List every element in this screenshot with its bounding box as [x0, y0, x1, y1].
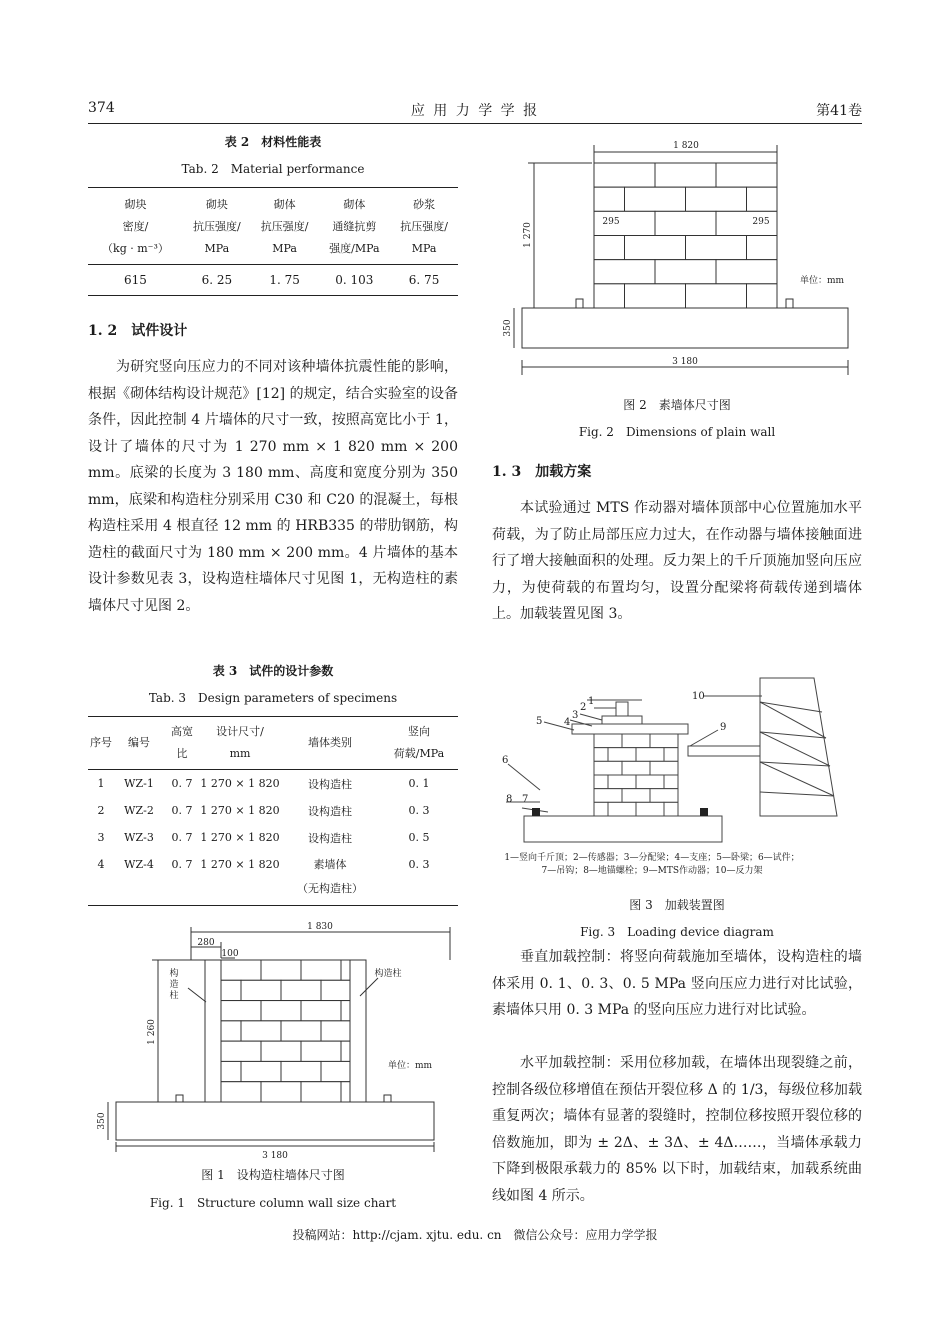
brick: [281, 1061, 321, 1081]
table-cell: 素墙体 （无构造柱）: [297, 858, 363, 895]
brick: [747, 187, 778, 211]
fig1-dim-height: 1 260: [147, 1019, 157, 1045]
brick: [261, 1041, 301, 1061]
fig1-dim-offset: 100: [221, 949, 239, 959]
header-rule: [88, 123, 862, 124]
brick: [594, 761, 622, 775]
brick: [261, 1001, 301, 1021]
footer: 投稿网站：http://cjam. xjtu. edu. cn 微信公众号：应用力学学报: [292, 1228, 658, 1242]
brick: [594, 802, 608, 816]
brick: [341, 1082, 350, 1102]
table3-header-load: 竖向 荷载/MPa: [393, 725, 445, 760]
figure3-caption-en: Fig. 3 Loading device diagram: [580, 925, 774, 939]
brick: [636, 748, 664, 762]
brick: [594, 260, 655, 284]
fig3-num-7: 7: [522, 794, 529, 805]
page-number: 374: [88, 100, 115, 116]
brick: [341, 1001, 350, 1021]
table-cell: 1 270 × 1 820: [200, 858, 280, 871]
table-cell: WZ-4: [124, 858, 154, 871]
brick: [221, 1061, 241, 1081]
fig3-num-9: 9: [720, 722, 727, 733]
brick: [301, 1001, 341, 1021]
table-cell: 2: [97, 804, 105, 817]
fig2-dim-right: 295: [752, 217, 770, 227]
table-cell: 0. 1: [408, 777, 430, 790]
brick: [594, 236, 625, 260]
fig1-label-left: 柱: [169, 991, 179, 1001]
mts-actuator: [688, 746, 760, 756]
fig1-dim-column: 280: [197, 938, 215, 948]
brick: [650, 789, 678, 803]
table-cell: 1 270 × 1 820: [200, 831, 280, 844]
fig3-num-8: 8: [506, 794, 513, 805]
section-1-3-title: 1. 3 加载方案: [492, 464, 592, 480]
fig1-dim-length: 3 180: [262, 1151, 288, 1161]
fig3-legend-line1: 1—竖向千斤顶；2—传感器；3—分配梁；4—支座；5—卧梁；6—试件；: [504, 853, 800, 863]
brick: [716, 163, 777, 187]
brick: [686, 187, 747, 211]
fig3-legend-line2: 7—吊钩；8—地锚螺栓；9—MTS作动器；10—反力架: [541, 866, 763, 876]
fig1-label-left: 造: [169, 980, 179, 990]
brick: [594, 187, 625, 211]
fig1-label-left: 构: [169, 969, 179, 979]
table-cell: 1 270 × 1 820: [200, 777, 280, 790]
brick: [625, 284, 686, 308]
table-cell: WZ-2: [124, 804, 154, 817]
table-cell: 设构造柱: [308, 777, 352, 791]
fig3-num-10: 10: [692, 691, 705, 702]
table3-header-size: 设计尺寸/ mm: [216, 725, 264, 760]
table2-header-cell: 砂浆 抗压强度/ MPa: [400, 198, 448, 255]
brick: [341, 1041, 350, 1061]
brick: [625, 187, 686, 211]
brick: [221, 980, 241, 1000]
table-cell: 1: [97, 777, 105, 790]
specimen-table: [88, 716, 458, 906]
fig3-num-6: 6: [502, 755, 509, 766]
brick: [664, 802, 678, 816]
brick: [608, 748, 636, 762]
brick: [747, 236, 778, 260]
brick: [636, 802, 664, 816]
brick: [221, 1041, 261, 1061]
figure2-plain-wall: [492, 135, 862, 385]
table-cell: 0. 3: [408, 858, 430, 871]
table-cell: 设构造柱: [308, 831, 352, 845]
fig1-label-right: 构造柱: [374, 969, 402, 979]
brick: [655, 211, 716, 235]
table-row: [88, 851, 458, 906]
brick: [622, 789, 650, 803]
brick: [301, 1082, 341, 1102]
table-cell: 0. 7: [171, 804, 193, 817]
figure1-caption-en: Fig. 1 Structure column wall size chart: [149, 1196, 397, 1210]
ground-beam: [522, 308, 848, 348]
fig3-num-4: 4: [564, 717, 571, 728]
fig2-dim-length: 3 180: [672, 357, 698, 367]
brick: [625, 236, 686, 260]
figure2-caption-cn: 图 2 素墙体尺寸图: [623, 398, 731, 412]
table-row: [88, 265, 458, 296]
fig2-dim-left: 295: [602, 217, 620, 227]
table-row: [88, 770, 458, 798]
section-1-3-paragraph: 本试验通过 MTS 作动器对墙体顶部中心位置施加水平荷载，为了防止局部压应力过大，在作动器与墙体接触面进行了增大接触面积的处理。反力架上的千斤顶施加竖向压应力，为使荷载的布置均匀，设置分配梁将荷载传递到墙体上。加载装置见图 3。: [492, 500, 862, 622]
brick: [655, 163, 716, 187]
brick: [241, 980, 281, 1000]
material-table: [88, 187, 458, 296]
table-cell: 0. 7: [171, 858, 193, 871]
brick: [341, 960, 350, 980]
table-cell: 4: [97, 858, 105, 871]
table2-header-cell: 砌体 抗压强度/ MPa: [260, 198, 309, 255]
table-cell: 0. 7: [171, 777, 193, 790]
table-row: [88, 797, 458, 824]
table-cell: 1 270 × 1 820: [200, 804, 280, 817]
fig1-unit: 单位：mm: [387, 1061, 433, 1071]
brick: [747, 284, 778, 308]
table3-header-code: 编号: [128, 736, 150, 749]
table-cell: 6. 25: [201, 273, 233, 287]
table-cell: 0. 5: [408, 831, 430, 844]
brick: [281, 980, 321, 1000]
table3-header-index: 序号: [90, 736, 112, 749]
table-cell: 1. 75: [269, 273, 300, 287]
section-1-2-paragraph: 为研究竖向压应力的不同对该种墙体抗震性能的影响，根据《砌体结构设计规范》[12] 的规定，结合实验室的设备条件，因此控制 4 片墙体的尺寸一致，按照高宽比小于 1，设计了墙体的尺寸为 1 270 mm × 1 820 mm × 200 mm。底梁的长度为 3 180 mm、高度和宽度分别为 350 mm，底梁和构造柱分别采用 C30 和 C20 的混凝土，每根构造柱采用 4 根直径 12 mm 的 HRB335 的带肋钢筋，构造柱的截面尺寸为 180 mm × 200 mm。4 片墙体的基本设计参数见表 3，设构造柱墙体尺寸见图 1，无构造柱的素墙体尺寸见图 2。: [88, 359, 458, 614]
figure1-structure-column-wall: [88, 920, 458, 1161]
brick: [321, 1061, 350, 1081]
brick: [594, 748, 608, 762]
brick: [594, 284, 625, 308]
figure1-caption-cn: 图 1 设构造柱墙体尺寸图: [201, 1168, 345, 1182]
brick: [301, 1041, 341, 1061]
table3-header-type: 墙体类别: [308, 736, 352, 749]
table-cell: WZ-3: [124, 831, 154, 844]
brick: [716, 260, 777, 284]
table-cell: 615: [124, 273, 147, 287]
fig3-num-1: 1: [588, 696, 595, 707]
ground-beam: [524, 816, 722, 842]
brick: [321, 980, 350, 1000]
brick: [655, 260, 716, 284]
table-cell: 3: [97, 831, 105, 844]
vertical-jack: [616, 702, 628, 716]
brick: [594, 775, 608, 789]
brick: [221, 960, 261, 980]
brick: [686, 284, 747, 308]
brick: [221, 1082, 261, 1102]
volume-label: 第41卷: [816, 103, 862, 119]
figure2-caption-en: Fig. 2 Dimensions of plain wall: [578, 425, 776, 439]
table-cell: 0. 3: [408, 804, 430, 817]
brick: [650, 761, 678, 775]
brick: [650, 734, 678, 748]
brick: [664, 748, 678, 762]
fig2-unit: 单位：mm: [799, 276, 845, 286]
brick: [622, 734, 650, 748]
table2-header-cell: 砌块 密度/ （kg · m⁻³）: [102, 198, 169, 255]
brick: [686, 236, 747, 260]
brick: [608, 775, 636, 789]
vertical-loading-paragraph: 垂直加载控制：将竖向荷载施加至墙体，设构造柱的墙体采用 0. 1、0. 3、0. 5 MPa 竖向压应力进行对比试验，素墙体只用 0. 3 MPa 的竖向压应力进行对比试验。: [492, 949, 862, 1018]
fig1-dim-beam-height: 350: [97, 1112, 107, 1130]
fig2-dim-height: 1 270: [523, 222, 533, 248]
fig3-num-5: 5: [536, 716, 543, 727]
figure3-loading-device: [492, 672, 862, 887]
table3-header-ratio: 高宽 比: [171, 725, 193, 760]
horizontal-loading-paragraph: 水平加载控制：采用位移加载，在墙体出现裂缝之前，控制各级位移增值在预估开裂位移 Δ 的 1/3，每级位移加载重复两次；墙体有显著的裂缝时，控制位移按照开裂位移的倍数施加，即为 ± 2Δ、± 3Δ、± 4Δ……，当墙体承载力下降到极限承载力的 85% 以下时，加载结束，加载系统曲线如图 4 所示。: [492, 1055, 862, 1204]
table-cell: 0. 103: [335, 273, 374, 287]
fig3-num-3: 3: [572, 710, 579, 721]
table-row: [88, 824, 458, 851]
table2-caption-cn: 表 2 材料性能表: [224, 135, 322, 149]
brick: [594, 163, 655, 187]
brick: [622, 761, 650, 775]
brick: [594, 789, 622, 803]
fig2-dim-beam-height: 350: [503, 319, 513, 337]
brick: [241, 1021, 281, 1041]
fig1-dim-width: 1 830: [307, 922, 333, 932]
brick: [241, 1061, 281, 1081]
brick: [608, 802, 636, 816]
brick: [221, 1001, 261, 1021]
table-cell: 6. 75: [408, 273, 440, 287]
table3-caption-cn: 表 3 试件的设计参数: [212, 664, 334, 678]
brick: [221, 1021, 241, 1041]
table2-header-cell: 砌块 抗压强度/ MPa: [192, 198, 241, 255]
table3-caption-en: Tab. 3 Design parameters of specimens: [148, 691, 398, 705]
table-cell: 0. 7: [171, 831, 193, 844]
brick: [594, 734, 622, 748]
brick: [321, 1021, 350, 1041]
brick: [261, 960, 301, 980]
brick: [664, 775, 678, 789]
table2-caption-en: Tab. 2 Material performance: [181, 162, 365, 176]
table2-header-cell: 砌体 通缝抗剪 强度/MPa: [329, 198, 380, 255]
brick: [301, 960, 341, 980]
left-tie-column: [205, 960, 221, 1102]
ground-beam: [116, 1102, 434, 1140]
right-tie-column: [350, 960, 366, 1102]
table-cell: WZ-1: [124, 777, 154, 790]
table-cell: 设构造柱: [308, 804, 352, 818]
brick: [636, 775, 664, 789]
fig2-dim-width: 1 820: [673, 141, 699, 151]
fig3-num-2: 2: [580, 702, 587, 713]
brick: [281, 1021, 321, 1041]
journal-title: 应 用 力 学 学 报: [410, 103, 540, 119]
figure3-caption-cn: 图 3 加载装置图: [629, 898, 725, 912]
brick: [261, 1082, 301, 1102]
section-1-2-title: 1. 2 试件设计: [88, 323, 188, 339]
